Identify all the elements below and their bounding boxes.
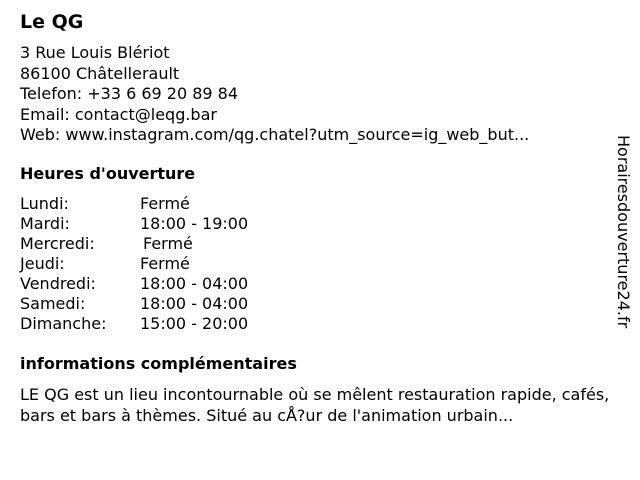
- hours-row: [20, 314, 248, 334]
- hours-time: Fermé: [140, 254, 190, 273]
- hours-row: [20, 194, 248, 214]
- hours-time: 18:00 - 19:00: [140, 214, 249, 233]
- hours-day: Mardi:: [20, 214, 70, 233]
- hours-day: Vendredi:: [20, 274, 96, 293]
- contact-block: [20, 43, 529, 146]
- web-line: Web: www.instagram.com/qg.chatel?utm_source=ig_web_but...: [20, 125, 530, 144]
- hours-day: Lundi:: [20, 194, 69, 213]
- hours-day: Jeudi:: [20, 254, 65, 273]
- hours-time: 18:00 - 04:00: [140, 274, 249, 293]
- hours-row: [20, 274, 248, 294]
- phone-line: Telefon: +33 6 69 20 89 84: [20, 84, 239, 103]
- hours-time: Fermé: [143, 234, 193, 253]
- hours-heading: Heures d'ouverture: [20, 164, 196, 183]
- business-name: Le QG: [20, 11, 84, 33]
- hours-row: [20, 294, 248, 314]
- site-watermark: Horairesdouverture24.fr: [614, 135, 633, 329]
- business-description: LE QG est un lieu incontournable où se mêlent restauration rapide, cafés, bars et bars à thèmes. Situé au cÅ?ur de l'animation urbain...: [20, 385, 610, 425]
- hours-day: Mercredi:: [20, 234, 95, 253]
- hours-row: [20, 214, 248, 234]
- hours-row: [20, 254, 248, 274]
- hours-table: [20, 194, 248, 334]
- address-city: 86100 Châtellerault: [20, 63, 180, 83]
- hours-row: [20, 234, 248, 254]
- hours-day: Samedi:: [20, 294, 86, 313]
- hours-day: Dimanche:: [20, 314, 107, 333]
- hours-time: 18:00 - 04:00: [140, 294, 249, 313]
- hours-time: Fermé: [140, 194, 190, 213]
- hours-time: 15:00 - 20:00: [140, 314, 249, 333]
- email-line: Email: contact@leqg.bar: [20, 104, 217, 124]
- info-heading: informations complémentaires: [20, 354, 297, 373]
- address-street: 3 Rue Louis Blériot: [20, 43, 170, 62]
